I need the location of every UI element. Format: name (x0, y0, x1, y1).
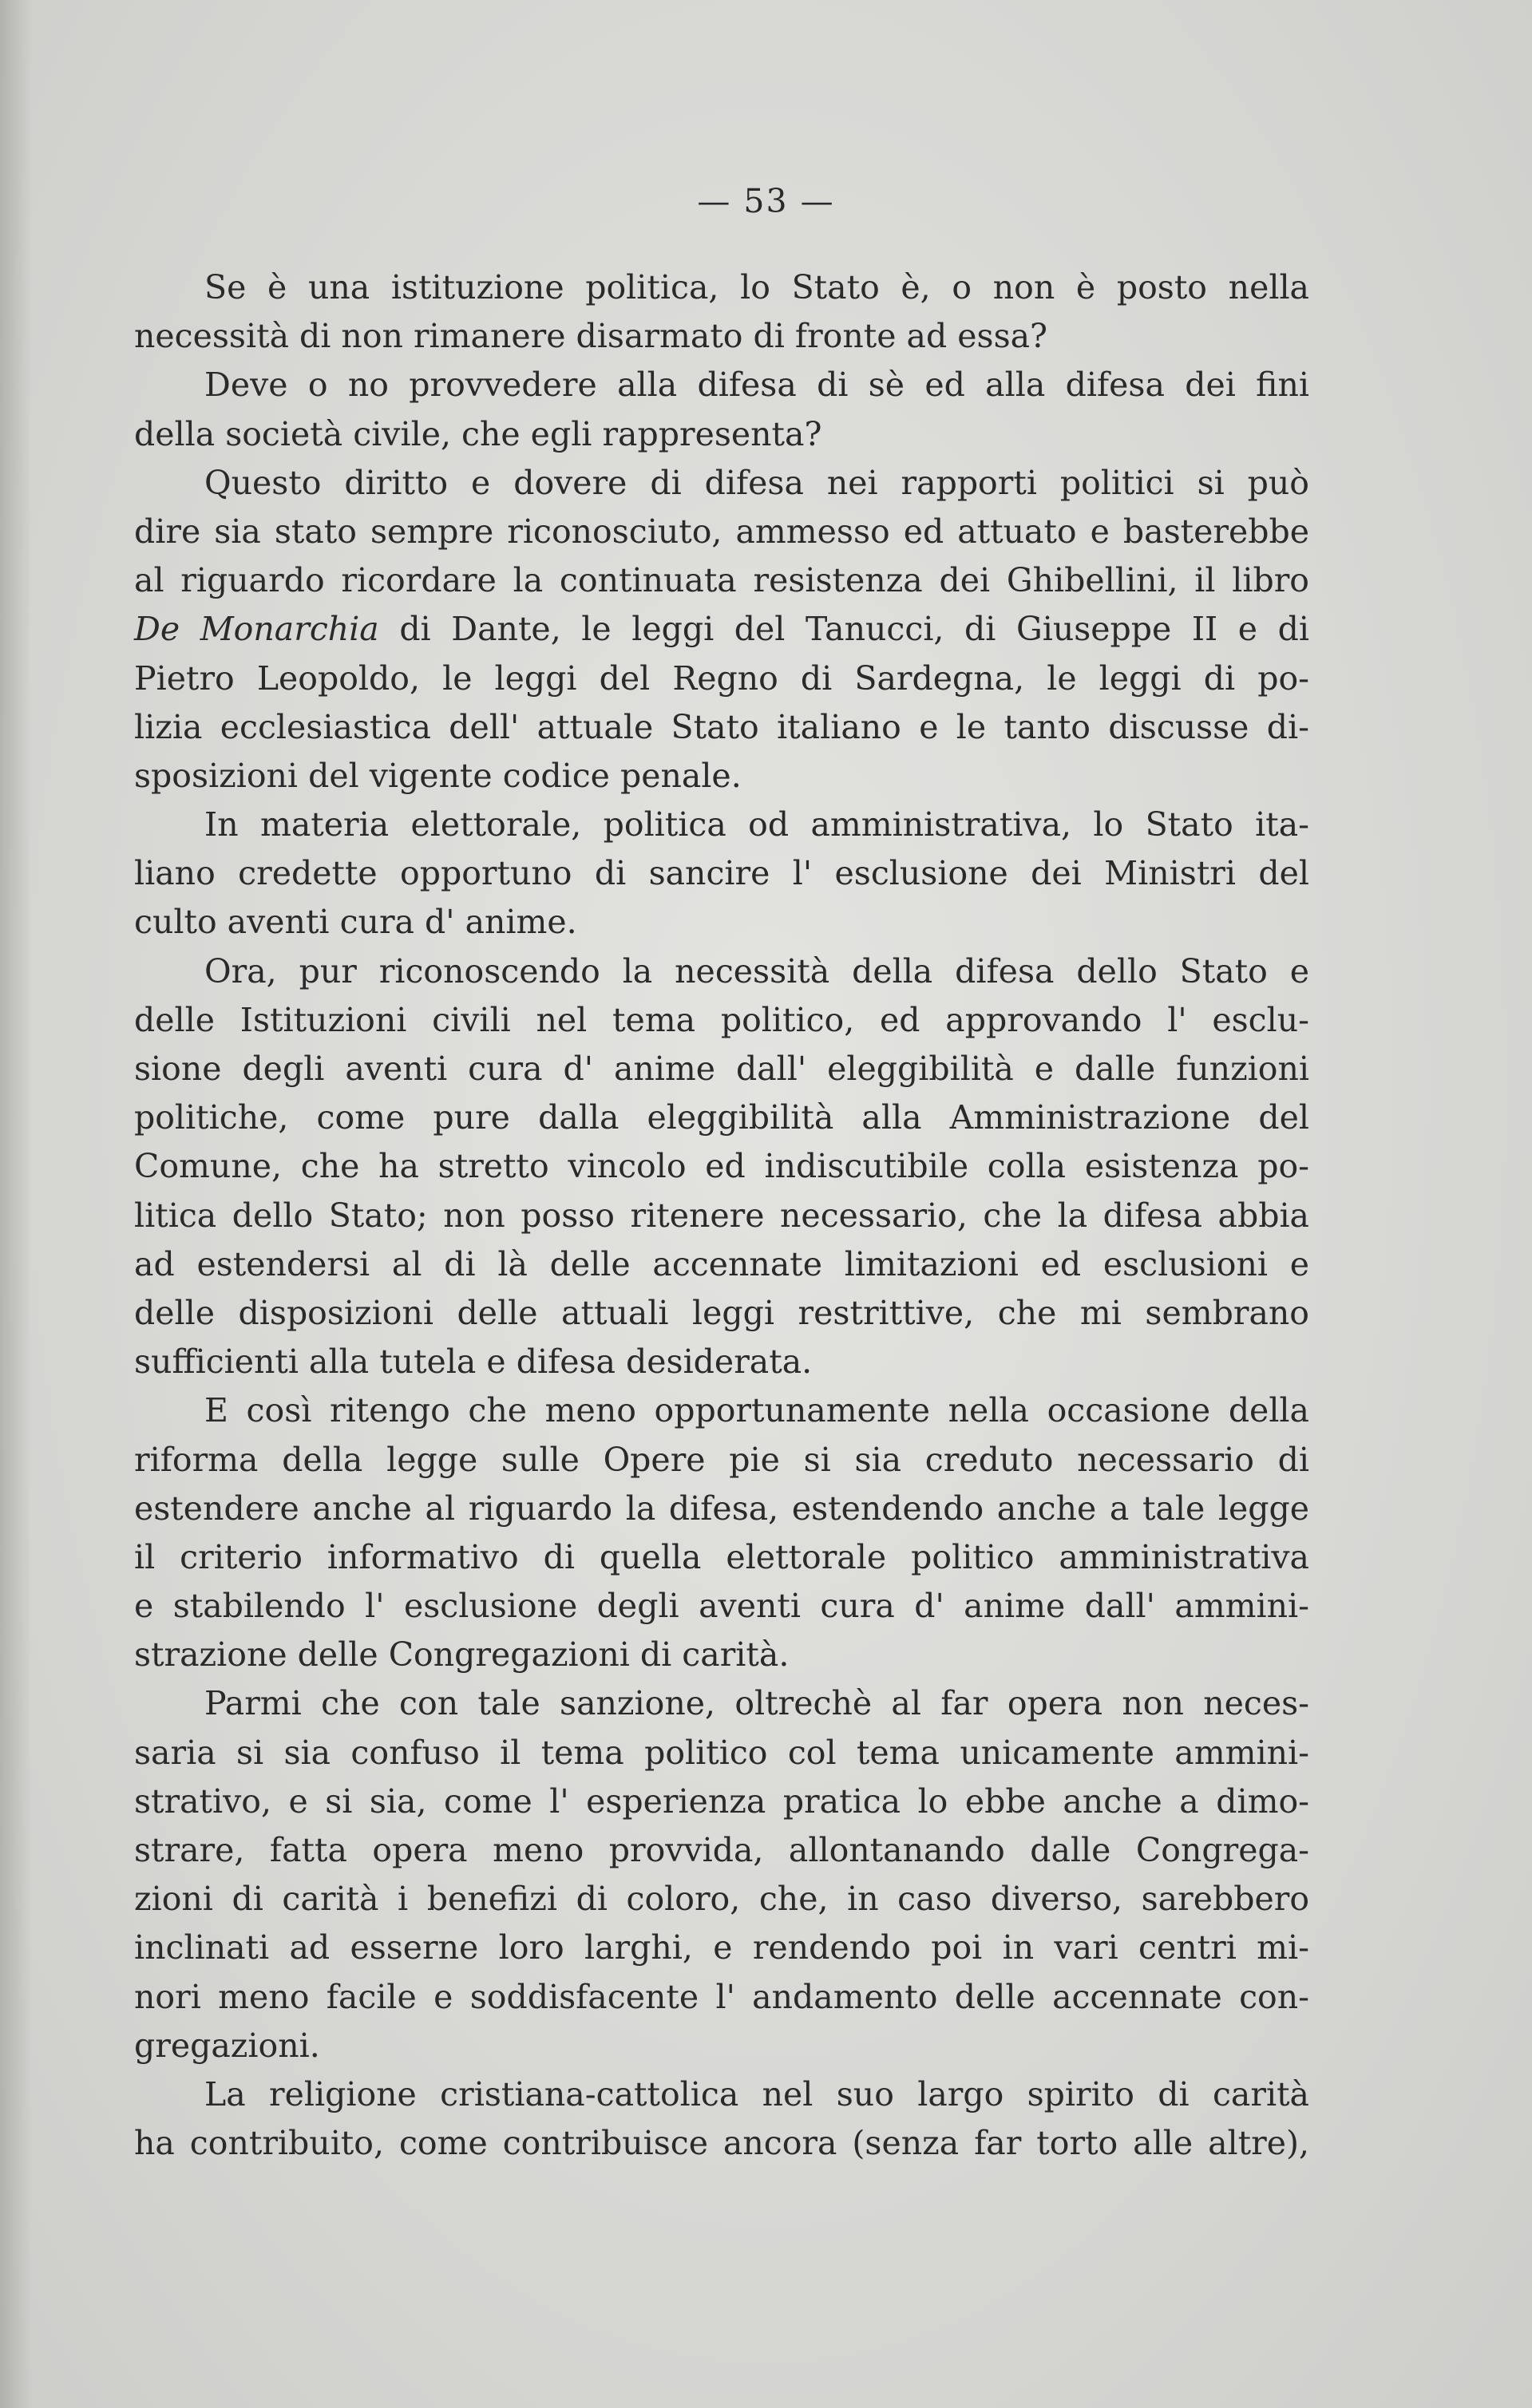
paragraph-8 (134, 2070, 1309, 2168)
text-line: dire sia stato sempre riconosciuto, ammesso ed attuato e basterebbe (134, 512, 1309, 551)
book-title: De Monarchia (134, 610, 379, 649)
paragraph-4 (134, 801, 1309, 947)
text-line: litica dello Stato; non posso ritenere necessario, che la difesa abbia (134, 1196, 1309, 1235)
binding-shadow (0, 0, 32, 2408)
text-line: liano credette opportuno di sancire l' esclusione dei Ministri del (134, 854, 1309, 893)
text-line: sufficienti alla tutela e difesa desiderata. (134, 1342, 813, 1382)
paragraph-6 (134, 1386, 1309, 1679)
text-line: culto aventi cura d' anime. (134, 903, 577, 942)
text-line: estendere anche al riguardo la difesa, estendendo anche a tale legge (134, 1489, 1309, 1528)
text-line: strare, fatta opera meno provvida, allontanando dalle Congrega- (134, 1831, 1309, 1869)
text-line: necessità di non rimanere disarmato di fronte ad essa? (134, 317, 1048, 356)
text-line: e stabilendo l' esclusione degli aventi cura d' anime dall' ammini- (134, 1587, 1309, 1626)
text-line: saria si sia confuso il tema politico col tema unicamente ammini- (134, 1733, 1309, 1772)
text-line: riforma della legge sulle Opere pie si sia creduto necessario di (134, 1440, 1309, 1479)
page-number: — 53 — (697, 182, 835, 220)
text-line: strazione delle Congregazioni di carità. (134, 1635, 790, 1675)
text-line: Se è una istituzione politica, lo Stato è, o non è posto nella (204, 268, 1309, 306)
text-line: nori meno facile e soddisfacente l' andamento delle accennate con- (134, 1977, 1309, 2016)
text-line-with-title (134, 605, 1309, 654)
text-line: ha contribuito, come contribuisce ancora (senza far torto alle altre), (134, 2124, 1309, 2163)
text-line: al riguardo ricordare la continuata resistenza dei Ghibellini, il libro (134, 561, 1309, 600)
text-line: Questo diritto e dovere di difesa nei rapporti politici si può (204, 463, 1309, 502)
text-line: della società civile, che egli rappresenta? (134, 414, 822, 453)
paragraph-1 (134, 263, 1309, 361)
paragraph-3 (134, 459, 1309, 801)
text-line: Parmi che con tale sanzione, oltrechè al far opera non neces- (204, 1684, 1309, 1723)
text-line: politiche, come pure dalla eleggibilità alla Amministrazione del (134, 1098, 1309, 1137)
text-line: lizia ecclesiastica dell' attuale Stato italiano e le tanto discusse di- (134, 707, 1309, 746)
text-line: Comune, che ha stretto vincolo ed indiscutibile colla esistenza po- (134, 1147, 1309, 1186)
text-line: Pietro Leopoldo, le leggi del Regno di Sardegna, le leggi di po- (134, 658, 1309, 698)
text-line-rest: di Dante, le leggi del Tanucci, di Giuseppe II e di (378, 610, 1309, 649)
text-line: delle Istituzioni civili nel tema politico, ed approvando l' esclu- (134, 1000, 1309, 1039)
text-line: strativo, e si sia, come l' esperienza pratica lo ebbe anche a dimo- (134, 1781, 1309, 1821)
text-line: sione degli aventi cura d' anime dall' eleggibilità e dalle funzioni (134, 1050, 1309, 1088)
text-line: E così ritengo che meno opportunamente nella occasione della (204, 1391, 1309, 1430)
text-line: La religione cristiana-cattolica nel suo largo spirito di carità (204, 2074, 1309, 2113)
paragraph-5 (134, 947, 1309, 1387)
text-line: sposizioni del vigente codice penale. (134, 756, 742, 795)
text-line: zioni di carità i benefizi di coloro, che, in caso diverso, sarebbero (134, 1880, 1309, 1919)
text-line: ad estendersi al di là delle accennate limitazioni ed esclusioni e (134, 1244, 1309, 1283)
text-line: il criterio informativo di quella elettorale politico amministrativa (134, 1537, 1309, 1576)
text-line: Deve o no provvedere alla difesa di sè ed alla difesa dei fini (204, 366, 1309, 405)
text-line: inclinati ad esserne loro larghi, e rendendo poi in vari centri mi- (134, 1928, 1309, 1967)
text-line: In materia elettorale, politica od amministrativa, lo Stato ita- (204, 805, 1309, 844)
paragraph-2 (134, 361, 1309, 458)
text-line: Ora, pur riconoscendo la necessità della difesa dello Stato e (204, 951, 1309, 990)
text-line: gregazioni. (134, 2026, 320, 2065)
text-line: delle disposizioni delle attuali leggi restrittive, che mi sembrano (134, 1293, 1309, 1332)
body-text (134, 263, 1309, 2168)
paragraph-7 (134, 1679, 1309, 2070)
